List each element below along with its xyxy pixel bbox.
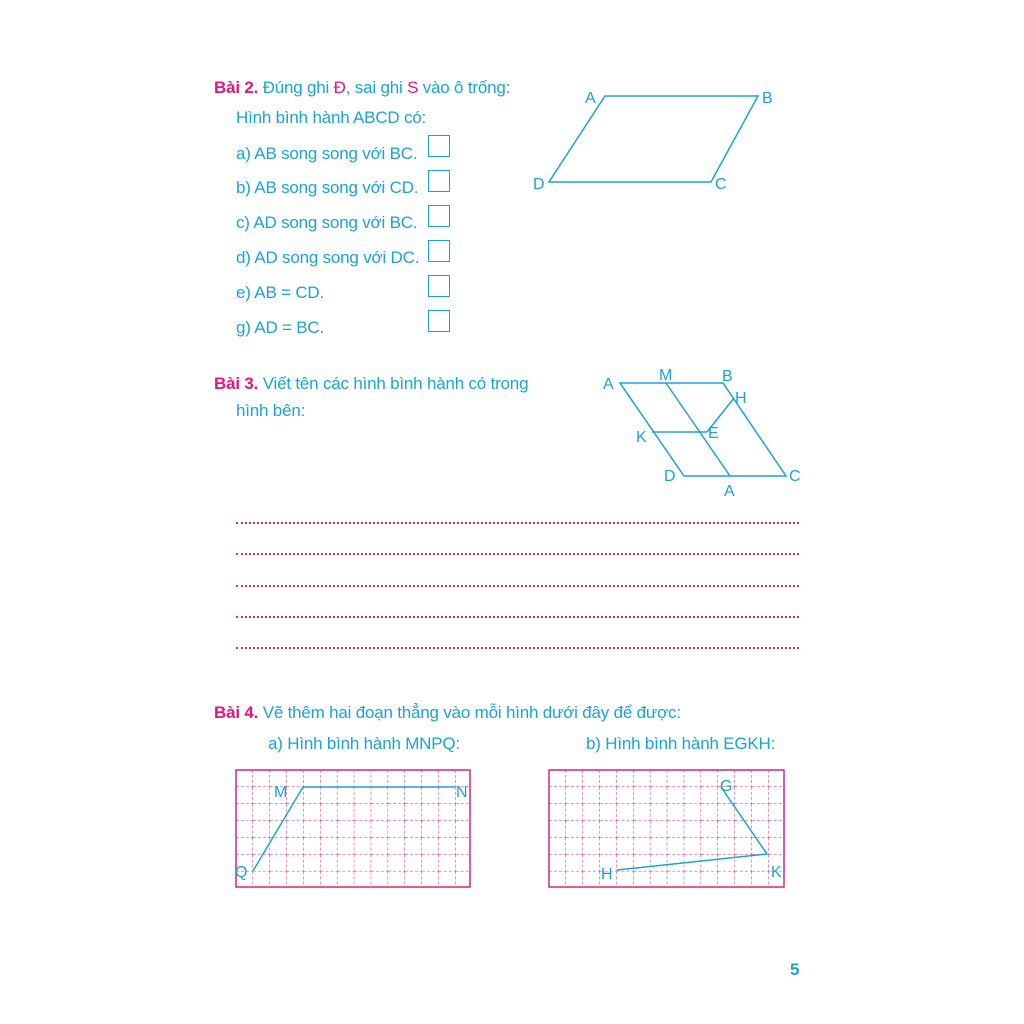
bai3-label-a: A — [603, 376, 614, 393]
grid-b[interactable] — [549, 770, 784, 887]
bai2-item-b: b) AB song song với CD. — [236, 178, 419, 197]
bai3-text-line1: Viết tên các hình bình hành có trong — [262, 374, 529, 393]
grid-b-label-h: H — [601, 866, 613, 883]
bai4-part-a: a) Hình bình hành MNPQ: — [268, 734, 460, 753]
bai2-title: Bài 2. — [214, 78, 259, 97]
grid-a-label-n: N — [456, 784, 468, 801]
bai4-text: Vẽ thêm hai đoạn thẳng vào mỗi hình dưới đây để được: — [262, 703, 681, 722]
grid-b-label-g: G — [720, 778, 733, 795]
bai3-label-h: H — [735, 390, 747, 407]
bai4-part-b: b) Hình bình hành EGKH: — [586, 734, 776, 753]
label-b: B — [762, 90, 773, 107]
bai3-label-b: B — [722, 368, 733, 385]
bai4-title: Bài 4. — [214, 703, 259, 722]
bai2-item-a: a) AB song song với BC. — [236, 144, 418, 163]
label-a: A — [585, 90, 596, 107]
bai2-item-g: g) AD = BC. — [236, 318, 325, 337]
bai2-item-d: d) AD song song với DC. — [236, 248, 420, 267]
bai3-label-k: K — [636, 429, 647, 446]
bai3-label-d: D — [664, 468, 676, 485]
bai3-label-c: C — [789, 468, 801, 485]
bai2-instruction-part1: Đúng ghi — [262, 78, 334, 97]
bai2-item-e: e) AB = CD. — [236, 283, 325, 302]
bai3-label-m: M — [659, 367, 673, 384]
bai2-intro: Hình bình hành ABCD có: — [236, 108, 427, 127]
bai2-instruction-part3: vào ô trống: — [418, 78, 511, 97]
bai3-text-line2: hình bên: — [236, 401, 306, 420]
grid-b-label-k: K — [771, 864, 782, 881]
label-c: C — [715, 176, 727, 193]
bai2-instruction-part2: , sai ghi — [345, 78, 408, 97]
grid-a-label-m: M — [274, 784, 288, 801]
bai3-label-e: E — [708, 425, 719, 442]
grid-a[interactable] — [236, 770, 470, 887]
page-number: 5 — [790, 960, 800, 979]
bai2-item-c: c) AD song song với BC. — [236, 213, 418, 232]
label-d: D — [533, 176, 545, 193]
bai2-instruction-s: S — [407, 78, 419, 97]
parallelogram-abcd — [533, 90, 773, 193]
bai2-instruction-d: Đ — [333, 78, 346, 97]
grid-a-label-q: Q — [235, 864, 248, 881]
bai3-title: Bài 3. — [214, 374, 259, 393]
bai3-label-a2: A — [724, 483, 735, 500]
